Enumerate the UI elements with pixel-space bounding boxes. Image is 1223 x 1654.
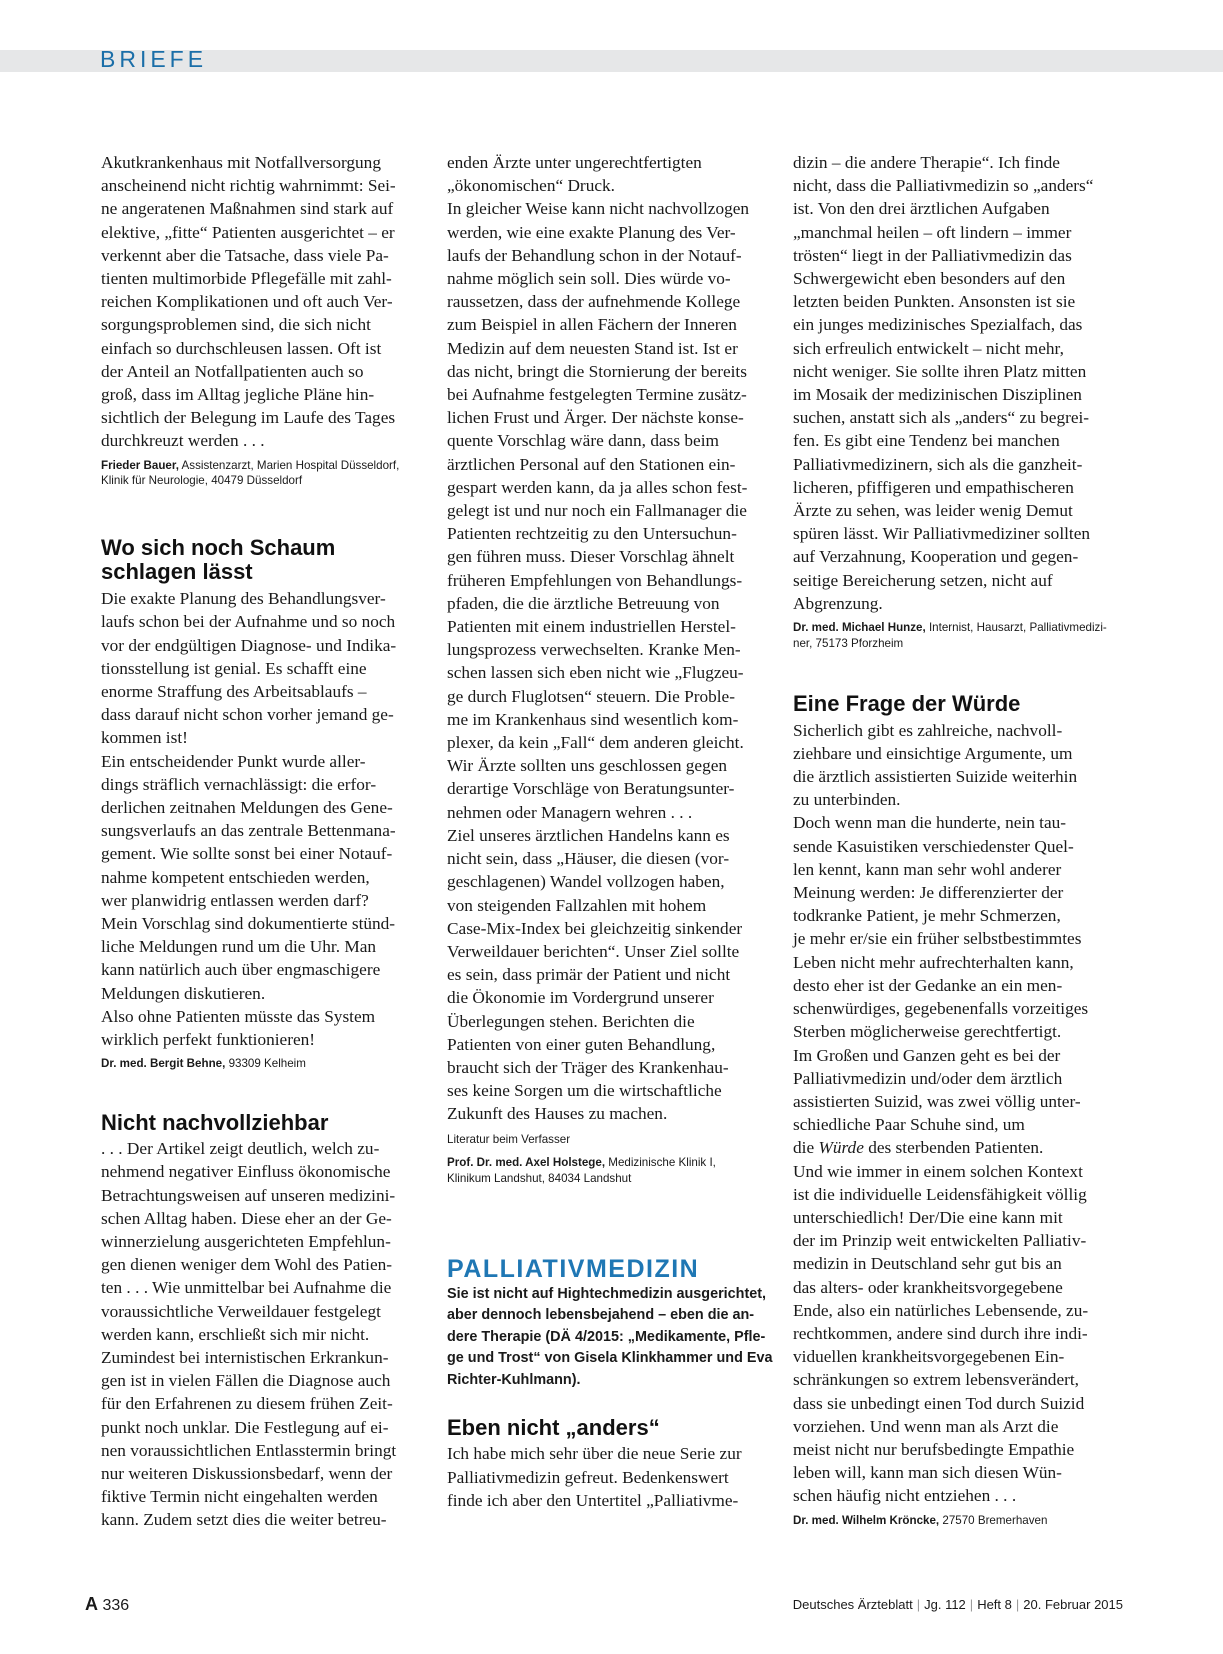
letter-5-title: Eine Frage der Würde	[793, 690, 1021, 716]
text-line: anscheinend nicht richtig wahrnimmt: Sei-	[101, 176, 396, 196]
text-line: durchkreuzt werden . . .	[101, 431, 265, 451]
text-line: Und wie immer in einem solchen Kontext	[793, 1161, 1083, 1181]
text-line: kann natürlich auch über engmaschigere	[101, 960, 381, 980]
text-line: todkranke Patient, je mehr Schmerzen,	[793, 906, 1061, 926]
text-line: die Ökonomie im Vordergrund unserer	[447, 988, 714, 1008]
text-line: schränkungen so extrem lebensverändert,	[793, 1370, 1079, 1390]
text-line: der im Prinzip weit entwickelten Palliativ-	[793, 1231, 1087, 1251]
letter-5-body-part-1	[793, 719, 1125, 1137]
text-line: Schwergewicht eben besonders auf den	[793, 269, 1066, 289]
literature-note: Literatur beim Verfasser	[447, 1132, 571, 1146]
text-line: pfaden, die die ärztliche Betreuung von	[447, 593, 720, 613]
text-line: unterschiedlich! Der/Die eine kann mit	[793, 1207, 1063, 1227]
text-line: „ökonomischen“ Druck.	[447, 176, 615, 196]
text-line: raussetzen, dass der aufnehmende Kollege	[447, 292, 741, 312]
text-line: Patienten mit einem industriellen Herstel-	[447, 617, 736, 637]
text-line: lichen Frust und Ärger. Der nächste konse-	[447, 408, 744, 428]
text-line: Überlegungen stehen. Berichten die	[447, 1011, 695, 1031]
text-line: vor der endgültigen Diagnose- und Indika-	[101, 635, 397, 655]
text-line: Im Großen und Ganzen geht es bei der	[793, 1045, 1061, 1065]
text-line: In gleicher Weise kann nicht nachvollzogen	[447, 199, 750, 219]
text-line: Mein Vorschlag sind dokumentierte stünd-	[101, 914, 396, 934]
text-line: leben will, kann man sich diesen Wün-	[793, 1463, 1062, 1483]
text-line: Medizin auf dem neuesten Stand ist. Ist er	[447, 338, 738, 358]
text-line: ge durch Fluglotsen“ steuern. Die Proble-	[447, 686, 735, 706]
text-line: nicht sein, dass „Häuser, die diesen (vor-	[447, 849, 730, 869]
text-line: Ende, also ein natürliches Lebensende, zu-	[793, 1300, 1089, 1320]
text-line: letzten beiden Punkten. Ansonsten ist sie	[793, 292, 1076, 312]
text-line: nen voraussichtlichen Entlasstermin bringt	[101, 1440, 397, 1460]
letter-2-title	[101, 536, 433, 584]
text-line: kann. Zudem setzt dies die weiter betreu-	[101, 1510, 387, 1530]
text-line: viduellen krankheitsvorgegebenen Ein-	[793, 1347, 1065, 1367]
text-line: len kennt, kann man sehr wohl anderer	[793, 859, 1062, 879]
text-line: Betrachtungsweisen auf unseren medizini-	[101, 1185, 396, 1205]
text-line: Palliativmedizinern, sich als die ganzheit-	[793, 454, 1083, 474]
text-line: nahme möglich sein soll. Dies würde vo-	[447, 269, 731, 289]
text-line: gelegt ist und nur noch ein Fallmanager die	[447, 501, 747, 521]
text-line: derartige Vorschläge von Beratungsunter-	[447, 779, 735, 799]
text-line: meist nicht nur berufsbedingte Empathie	[793, 1439, 1075, 1459]
journal-date: 20. Februar 2015	[1023, 1597, 1123, 1612]
letter-5-body-part-2	[793, 1160, 1125, 1508]
text-line: Wir Ärzte sollten uns geschlossen gegen	[447, 756, 728, 776]
text-line: ge und Trost“ von Gisela Klinkhammer und Eva	[447, 1350, 773, 1367]
text-line: Doch wenn man die hunderte, nein tau-	[793, 813, 1067, 833]
text-line: nehmen oder Managern wehren . . .	[447, 802, 693, 822]
text-line: sichtlich der Belegung im Laufe des Tages	[101, 408, 396, 428]
text-line: nahme kompetent entschieden werden,	[101, 867, 370, 887]
signature-address: 27570 Bremerhaven	[939, 1513, 1048, 1527]
text-line: ten . . . Wie unmittelbar bei Aufnahme die	[101, 1278, 392, 1298]
page-prefix: A	[85, 1594, 98, 1614]
text-line: ist. Von den drei ärztlichen Aufgaben	[793, 199, 1050, 219]
text-line: desto eher ist der Gedanke an ein men-	[793, 975, 1063, 995]
emphasized-word: Würde	[818, 1138, 864, 1158]
letter-2-signature	[101, 1056, 433, 1072]
text-line: winnerzielung ausgerichteten Empfehlun-	[101, 1231, 391, 1251]
text-line: ärztlichen Personal auf den Stationen ein-	[447, 454, 736, 474]
text-line: Zumindest bei internistischen Erkrankun-	[101, 1347, 389, 1367]
text-line: früheren Empfehlungen von Behandlungs-	[447, 570, 743, 590]
text-line: wirklich perfekt funktionieren!	[101, 1030, 316, 1050]
text-line: gespart werden kann, da ja alles schon fest-	[447, 477, 748, 497]
text-line: vorziehen. Und wenn man als Arzt die	[793, 1416, 1059, 1436]
text-line: Abgrenzung.	[793, 593, 883, 613]
text-line: voraussichtliche Verweildauer festgelegt	[101, 1301, 381, 1321]
text-line: schiedliche Paar Schuhe sind, um	[793, 1115, 1025, 1135]
text-line: von steigenden Fallzahlen mit hohem	[447, 895, 707, 915]
text-line: Meldungen diskutieren.	[101, 983, 266, 1003]
signature-name: Dr. med. Michael Hunze,	[793, 621, 926, 635]
text-line: spüren lässt. Wir Palliativmediziner sollten	[793, 524, 1091, 544]
text-line: rechtkommen, andere sind durch ihre indi-	[793, 1323, 1088, 1343]
text-line: werden, wie eine exakte Planung des Ver-	[447, 222, 736, 242]
letter-4-signature	[793, 620, 1125, 652]
text-line: nicht, dass die Palliativmedizin so „anders“	[793, 176, 1094, 196]
text-line: gen ist in vielen Fällen die Diagnose auch	[101, 1371, 391, 1391]
letter-3-title: Nicht nachvollziehbar	[101, 1110, 329, 1136]
page-number	[85, 1594, 129, 1615]
text-line: ein junges medizinisches Spezialfach, das	[793, 315, 1083, 335]
text-line: je mehr er/sie ein früher selbstbestimmtes	[793, 929, 1082, 949]
text-line: dass sie unbedingt einen Tod durch Suizid	[793, 1393, 1085, 1413]
signature-address: 93309 Kelheim	[225, 1057, 306, 1071]
text-line: Die exakte Planung des Behandlungsver-	[101, 589, 386, 609]
text-line: dere Therapie (DÄ 4/2015: „Medikamente, Pfle-	[447, 1328, 766, 1345]
text-line: Palliativmedizin und/oder dem ärztlich	[793, 1068, 1063, 1088]
text-line: nicht weniger. Sie sollte ihren Platz mitten	[793, 361, 1087, 381]
text-line: schlagen lässt	[101, 559, 253, 585]
page-number-value: 336	[102, 1597, 130, 1614]
text-line: sorgungsproblemen sind, die sich nicht	[101, 315, 371, 335]
text-line: Ich habe mich sehr über die neue Serie zur	[447, 1444, 742, 1464]
text-line: dings sträflich vernachlässigt: die erfor-	[101, 774, 377, 794]
text-line: trösten“ liegt in der Palliativmedizin das	[793, 245, 1072, 265]
signature-affiliation: Medizinische Klinik I,	[605, 1156, 716, 1170]
text-line: Palliativmedizin gefreut. Bedenkenswert	[447, 1467, 729, 1487]
letter-5-signature	[793, 1513, 1125, 1529]
letter-4-body-continued	[793, 151, 1125, 615]
journal-issue: Heft 8	[977, 1597, 1012, 1612]
text-line: geschlagenen) Wandel vollzogen haben,	[447, 872, 725, 892]
text-line: suchen, anstatt sich als „anders“ zu begrei-	[793, 408, 1090, 428]
text-line: im Mosaik der medizinischen Disziplinen	[793, 385, 1082, 405]
text-line: enorme Straffung des Arbeitsablaufs –	[101, 682, 367, 702]
text-line: braucht sich der Träger des Krankenhau-	[447, 1057, 729, 1077]
text-line: plexer, da kein „Fall“ dem anderen gleicht.	[447, 733, 744, 753]
text-line: schen lassen sich eben nicht wie „Flugzeu-	[447, 663, 744, 683]
text-line: ist die individuelle Leidensfähigkeit völlig	[793, 1184, 1087, 1204]
text-line: enden Ärzte unter ungerechtfertigten	[447, 153, 702, 172]
text-line: laufs schon bei der Aufnahme und so noch	[101, 612, 396, 632]
text-line: Richter-Kuhlmann).	[447, 1371, 581, 1388]
text-line: fiktive Termin nicht eingehalten werden	[101, 1487, 378, 1507]
text-line: die ärztlich assistierten Suizide weiterhin	[793, 767, 1078, 787]
text-line: für den Erfahrenen zu diesem frühen Zeit-	[101, 1394, 393, 1414]
text-line: der Anteil an Notfallpatienten auch so	[101, 361, 364, 381]
text-line: Also ohne Patienten müsste das System	[101, 1006, 376, 1026]
text-line: schen häufig nicht entziehen . . .	[793, 1486, 1017, 1506]
text-line: tionsstellung ist genial. Es schafft eine	[101, 658, 367, 678]
text-line: „manchmal heilen – oft lindern – immer	[793, 222, 1072, 242]
letter-3-body	[101, 1137, 433, 1531]
signature-affiliation: Internist, Hausarzt, Palliativmedizi-	[925, 621, 1107, 635]
text-line: werden kann, erschließt sich mir nicht.	[101, 1324, 370, 1344]
text-line: assistierten Suizid, was zwei völlig unter-	[793, 1091, 1081, 1111]
text-line: sungsverlaufs an das zentrale Bettenmana-	[101, 821, 396, 841]
signature-name: Dr. med. Bergit Behne,	[101, 1057, 226, 1071]
letter-3-signature	[447, 1155, 779, 1187]
letter-5-emphasis-line: die Würde des sterbenden Patienten.	[793, 1138, 1044, 1158]
text-line: liche Meldungen rund um die Uhr. Man	[101, 937, 377, 957]
text-line: elektive, „fitte“ Patienten ausgerichtet – er	[101, 222, 395, 242]
text-line: aber dennoch lebensbejahend – eben die an-	[447, 1307, 755, 1324]
signature-affiliation: Assistenzarzt, Marien Hospital Düsseldorf,	[178, 458, 400, 472]
letter-2-body	[101, 587, 433, 1051]
text-line: Sie ist nicht auf Hightechmedizin ausgerichtet,	[447, 1285, 767, 1302]
text-line: Patienten von einer guten Behandlung,	[447, 1034, 716, 1054]
signature-name: Frieder Bauer,	[101, 458, 179, 472]
text-line: das alters- oder krankheitsvorgegebene	[793, 1277, 1063, 1297]
text-line: Patienten rechtzeitig zu den Untersuchun-	[447, 524, 737, 544]
text-line: gement. Wie sollte sonst bei einer Notauf-	[101, 844, 393, 864]
text-line: me im Krankenhaus sind wesentlich kom-	[447, 709, 739, 729]
text-line: zum Beispiel in allen Fächern der Inneren	[447, 315, 737, 335]
text-line: quente Vorschlag wäre dann, dass beim	[447, 431, 719, 451]
text-line: sich erfreulich entwickelt – nicht mehr,	[793, 338, 1064, 358]
text-line: verkennt aber die Tatsache, dass viele Pa-	[101, 245, 389, 265]
column-2	[447, 151, 779, 1512]
text-line: Sterben möglicherweise gerechtfertigt.	[793, 1022, 1062, 1042]
text-line: Ärzte zu sehen, was leider wenig Demut	[793, 501, 1073, 521]
text-line: tienten multimorbide Pflegefälle mit zahl-	[101, 269, 392, 289]
text-line: schenwürdiges, gegebenenfalls vorzeitiges	[793, 999, 1089, 1019]
column-1	[101, 151, 433, 1532]
text-line: zu unterbinden.	[793, 790, 901, 810]
letter-1-signature	[101, 458, 433, 490]
journal-name: Deutsches Ärzteblatt	[792, 1597, 913, 1612]
journal-volume: Jg. 112	[924, 1597, 966, 1612]
text-line: nehmend negativer Einfluss ökonomische	[101, 1162, 391, 1182]
text-line: seitige Bereicherung setzen, nicht auf	[793, 570, 1053, 590]
text-line: Verweildauer berichten“. Unser Ziel sollte	[447, 941, 740, 961]
text-line: dizin – die andere Therapie“. Ich finde	[793, 153, 1060, 172]
text-line: gen führen muss. Dieser Vorschlag ähnelt	[447, 547, 735, 567]
text-line: Meinung werden: Je differenzierter der	[793, 883, 1064, 903]
text-line: einfach so durchschleusen lassen. Oft ist	[101, 338, 382, 358]
signature-address: Klinikum Landshut, 84034 Landshut	[447, 1172, 632, 1186]
letter-4-body	[447, 1442, 779, 1512]
text-line: reichen Komplikationen und oft auch Ver-	[101, 292, 393, 312]
text-line: dass darauf nicht schon vorher jemand ge-	[101, 705, 394, 725]
text-line: nur weiteren Diskussionsbedarf, wenn der	[101, 1463, 393, 1483]
text-line: Ein entscheidender Punkt wurde aller-	[101, 751, 366, 771]
text-line: das nicht, bringt die Stornierung der bereits	[447, 361, 747, 381]
text-line: sende Kasuistiken verschiedenster Quel-	[793, 836, 1074, 856]
rubric-title: PALLIATIVMEDIZIN	[447, 1254, 700, 1283]
text-line: Sicherlich gibt es zahlreiche, nachvoll-	[793, 720, 1063, 740]
rubric-lead	[447, 1284, 779, 1392]
text-line: Ziel unseres ärztlichen Handelns kann es	[447, 825, 730, 845]
letter-1-body	[101, 151, 433, 453]
text-line: schen Alltag haben. Diese eher an der Ge-	[101, 1208, 392, 1228]
signature-address: Klinik für Neurologie, 40479 Düsseldorf	[101, 474, 303, 488]
text-line: groß, dass im Alltag jegliche Pläne hin-	[101, 385, 375, 405]
letter-3-body-continued	[447, 151, 779, 1126]
text-line: es sein, dass primär der Patient und nicht	[447, 965, 731, 985]
text-line: ne angeratenen Maßnahmen sind stark auf	[101, 199, 394, 219]
text-line: medizin in Deutschland sehr gut bis an	[793, 1254, 1062, 1274]
text-line: Zukunft des Hauses zu machen.	[447, 1104, 668, 1124]
text-line: Akutkrankenhaus mit Notfallversorgung	[101, 153, 381, 172]
signature-name: Dr. med. Wilhelm Kröncke,	[793, 1513, 940, 1527]
text-line: gen dienen weniger dem Wohl des Patien-	[101, 1255, 393, 1275]
text-line: bei Aufnahme festgelegten Termine zusätz-	[447, 385, 747, 405]
text-line: Case-Mix-Index bei gleichzeitig sinkender	[447, 918, 743, 938]
journal-footer: Deutsches Ärzteblatt | Jg. 112 | Heft 8 | 20. Februar 2015	[792, 1597, 1123, 1612]
signature-address: ner, 75173 Pforzheim	[793, 636, 904, 650]
text-line: finde ich aber den Untertitel „Palliativme-	[447, 1490, 739, 1510]
text-line: auf Verzahnung, Kooperation und gegen-	[793, 547, 1079, 567]
signature-name: Prof. Dr. med. Axel Holstege,	[447, 1156, 606, 1170]
letter-4-title: Eben nicht „anders“	[447, 1415, 660, 1441]
text-line: derlichen zeitnahen Meldungen des Gene-	[101, 798, 393, 818]
text-line: Leben nicht mehr aufrechterhalten kann,	[793, 952, 1074, 972]
text-line: Wo sich noch Schaum	[101, 535, 336, 561]
text-line: ses keine Sorgen um die wirtschaftliche	[447, 1081, 722, 1101]
column-3	[793, 151, 1125, 1528]
text-line: punkt noch unklar. Die Festlegung auf ei-	[101, 1417, 389, 1437]
text-line: wer planwidrig entlassen werden darf?	[101, 890, 369, 910]
text-line: lungsprozess verwechselten. Kranke Men-	[447, 640, 741, 660]
text-line: licheren, pfiffigeren und empathischeren	[793, 477, 1074, 497]
text-line: ziehbare und einsichtige Argumente, um	[793, 743, 1073, 763]
text-line: kommen ist!	[101, 728, 188, 748]
text-line: . . . Der Artikel zeigt deutlich, welch zu-	[101, 1139, 380, 1159]
text-line: fen. Es gibt eine Tendenz bei manchen	[793, 431, 1060, 451]
text-line: laufs der Behandlung schon in der Notauf-	[447, 245, 742, 265]
section-label: BRIEFE	[100, 46, 208, 72]
